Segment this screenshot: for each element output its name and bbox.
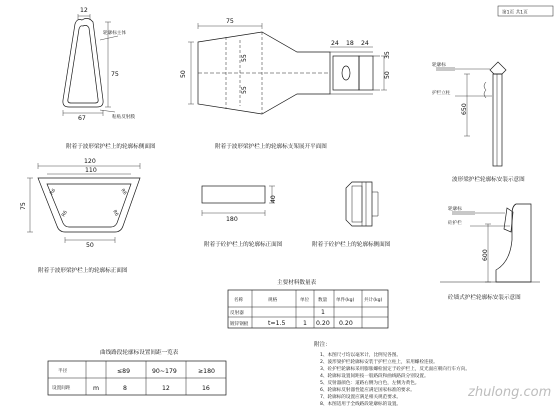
trapezoid-label-r4: R6 (111, 209, 119, 218)
film-caption: 附着于砼护栏上的轮廓标正面图 (204, 242, 283, 248)
triangle-view (63, 7, 156, 150)
note-3: 3、砼护栏轮廓标采用膨胀螺栓固定于砼护栏上，反光面应朝向行车方向。 (320, 367, 470, 372)
materials-r0c3: 1 (321, 309, 325, 316)
install-concrete-caption: 砼墙式护栏轮廓标安装示意图 (448, 295, 521, 301)
install-concrete-label-top: 轮廓标 (448, 207, 462, 212)
triangle-dim-top: 12 (80, 7, 88, 14)
trapezoid-dim-left: 75 (20, 202, 27, 210)
note-8: 8、本图适用于全线路段轮廓标的设置。 (320, 402, 402, 407)
trapezoid-caption: 附着于波形梁护栏上的轮廓标正面图 (38, 268, 128, 274)
materials-r1c4: 0.20 (339, 320, 353, 327)
materials-r1c0: 镀锌钢板 (230, 322, 249, 327)
plan-view (180, 18, 391, 150)
note-6: 6、轮廓标反射器性能应满足国家标准的要求。 (320, 388, 415, 393)
plan-dim-left: 50 (180, 70, 187, 78)
materials-r1c3: 0.20 (316, 320, 330, 327)
materials-r0c0: 反射器 (230, 311, 244, 316)
triangle-dim-bottom: 67 (78, 115, 86, 122)
note-4: 4、轮廓标设置间距按一般路段和曲线路段分别设置。 (320, 374, 429, 379)
trapezoid-outer (38, 178, 140, 232)
install-concrete-label-post: 砼护栏 (448, 221, 462, 226)
spacing-h2: 90~179 (152, 368, 177, 375)
notes-title: 附注： (314, 342, 331, 348)
film-dim-width: 180 (226, 216, 238, 223)
spacing-unit: m (93, 385, 100, 392)
side-view (312, 182, 391, 248)
materials-table (228, 278, 388, 328)
film-dim-height: 40 (270, 195, 277, 203)
trapezoid-dim-top: 120 (84, 158, 96, 165)
note-7: 7、轮廓标的设置应满足相关规范要求。 (320, 395, 402, 400)
spacing-v2: 16 (202, 385, 210, 392)
install-wave-label-post: 护栏立柱 (432, 91, 451, 96)
triangle-callout: 轮廓标主体 (103, 31, 126, 36)
triangle-callout-2: 粘贴反射膜 (112, 115, 135, 120)
install-concrete-view (440, 204, 540, 301)
spacing-h1: ≤89 (117, 368, 131, 375)
plan-dim-e: 35 (384, 51, 391, 59)
materials-h4: 单件(kg) (336, 298, 355, 303)
install-wave-label-top: 轮廓标 (432, 63, 446, 68)
plan-dim-a: 24 (331, 40, 339, 47)
note-2: 2、波形梁护栏轮廓标安装于护栏立柱上，采用螺栓连接。 (320, 360, 438, 365)
install-wave-dim: 650 (461, 103, 468, 115)
triangle-dim-height: 75 (111, 71, 119, 78)
install-concrete-dim: 600 (482, 249, 489, 261)
materials-h5: 共计(kg) (364, 298, 383, 303)
spacing-h0: 半径 (58, 369, 68, 374)
plan-dim-top: 75 (226, 18, 234, 25)
film-view (202, 186, 283, 248)
trapezoid-dim-bottom: 50 (86, 242, 94, 249)
plan-dim-mid-bottom: 55 (241, 86, 248, 94)
side-caption: 附着于砼护栏上的轮廓标侧面图 (312, 242, 391, 248)
install-wave-caption: 波形梁护栏轮廓标安装示意图 (452, 177, 525, 183)
materials-h3: 数量 (318, 298, 328, 303)
note-5: 5、反射器颜色：道路右侧为白色，左侧为黄色。 (320, 381, 420, 386)
trapezoid-inner (47, 184, 131, 227)
spacing-table (48, 348, 226, 395)
notes (314, 340, 470, 407)
materials-h2: 单位 (300, 298, 310, 303)
spacing-v0: 8 (123, 385, 127, 392)
page-label: 第1页 共1页 (502, 10, 528, 16)
triangle-caption: 附着于波形梁护栏上的轮廓标侧面图 (66, 144, 156, 150)
trapezoid-dim-inner: 110 (85, 167, 97, 174)
triangle-inner (68, 25, 98, 103)
materials-h1: 规格 (268, 298, 278, 303)
film-rect (202, 186, 265, 203)
materials-title: 主要材料数量表 (277, 280, 317, 286)
spacing-title: 曲线路段轮廓标设置间距一览表 (100, 350, 179, 356)
trapezoid-view (20, 158, 140, 274)
trapezoid-label-r3: R6 (61, 210, 69, 218)
trapezoid-label-r1: R6 (49, 188, 58, 197)
plan-caption: 附着于波形梁护栏上的轮廓标支架展开平面图 (215, 144, 327, 150)
side-film (352, 186, 362, 222)
plan-dim-d: 50 (384, 71, 391, 79)
materials-h0: 名称 (234, 298, 244, 303)
plan-dim-b: 18 (346, 40, 354, 47)
plan-dim-c: 24 (361, 40, 369, 47)
install-wave-view (432, 61, 525, 183)
install-wave-post (493, 74, 502, 166)
materials-r1c2: 1 (303, 320, 307, 327)
plan-dim-mid-top: 55 (241, 54, 248, 62)
spacing-v1: 12 (162, 385, 170, 392)
watermark: zhulong.com (468, 385, 552, 400)
spacing-h3: ≥180 (198, 368, 215, 375)
spacing-row-label: 设置间距 (52, 386, 71, 391)
install-concrete-wall (496, 204, 531, 282)
trapezoid-label-r2: R6 (119, 188, 127, 197)
materials-r1c1: t=1.5 (268, 320, 286, 327)
note-1: 1、本图尺寸均以毫米计，比例见各图。 (320, 353, 402, 358)
